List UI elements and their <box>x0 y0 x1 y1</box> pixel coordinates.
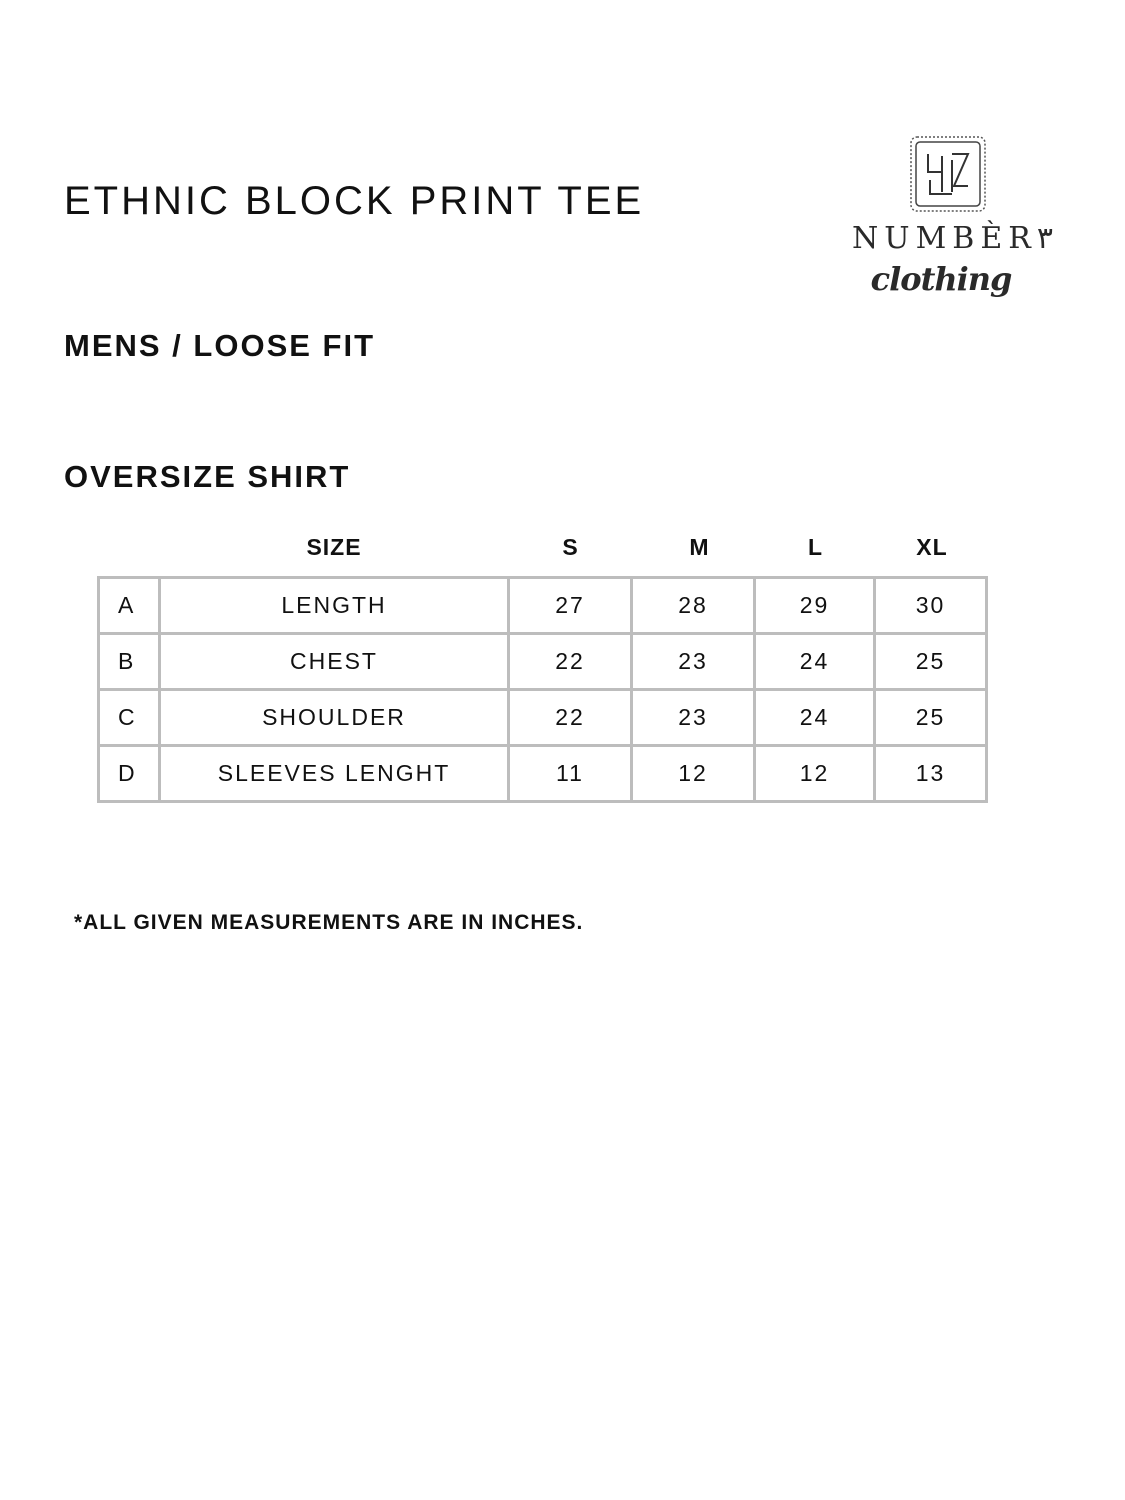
value-m: 23 <box>632 690 755 746</box>
measurement-name: SHOULDER <box>160 690 509 746</box>
brand-logo <box>830 130 1075 305</box>
logo-mark-icon <box>908 134 988 214</box>
value-l: 24 <box>755 690 875 746</box>
fit-subtitle: MENS / LOOSE FIT <box>64 328 376 363</box>
header-xl: XL <box>916 534 948 560</box>
value-s: 22 <box>509 634 632 690</box>
page-title: ETHNIC BLOCK PRINT TEE <box>64 179 645 223</box>
measurement-name: LENGTH <box>160 578 509 634</box>
row-letter: D <box>99 746 160 802</box>
value-l: 12 <box>755 746 875 802</box>
value-m: 23 <box>632 634 755 690</box>
logo-sub-text: clothing <box>870 260 1012 298</box>
header-size: SIZE <box>306 534 362 560</box>
value-l: 24 <box>755 634 875 690</box>
measurement-note: *ALL GIVEN MEASUREMENTS ARE IN INCHES. <box>74 911 584 934</box>
value-xl: 25 <box>875 690 987 746</box>
table-row <box>99 578 987 634</box>
value-s: 11 <box>509 746 632 802</box>
header-m: M <box>689 534 710 560</box>
table-row <box>99 634 987 690</box>
header-l: L <box>807 534 824 560</box>
value-s: 22 <box>509 690 632 746</box>
value-xl: 13 <box>875 746 987 802</box>
row-letter: A <box>99 578 160 634</box>
value-m: 28 <box>632 578 755 634</box>
size-chart-table <box>97 576 988 803</box>
logo-brand-text: NUMBÈR٣ <box>852 221 1053 256</box>
measurement-name: CHEST <box>160 634 509 690</box>
value-l: 29 <box>755 578 875 634</box>
value-s: 27 <box>509 578 632 634</box>
table-row <box>99 746 987 802</box>
value-xl: 25 <box>875 634 987 690</box>
measurement-name: SLEEVES LENGHT <box>160 746 509 802</box>
header-s: S <box>562 534 579 560</box>
section-title: OVERSIZE SHIRT <box>64 459 351 494</box>
row-letter: C <box>99 690 160 746</box>
row-letter: B <box>99 634 160 690</box>
table-row <box>99 690 987 746</box>
value-m: 12 <box>632 746 755 802</box>
value-xl: 30 <box>875 578 987 634</box>
